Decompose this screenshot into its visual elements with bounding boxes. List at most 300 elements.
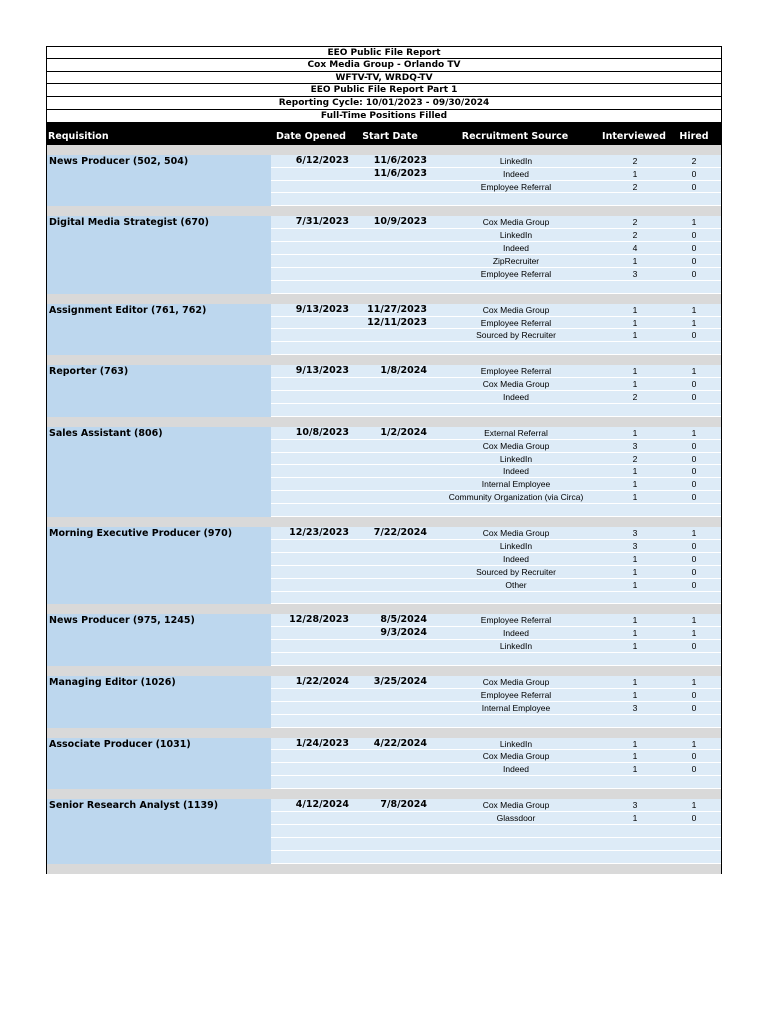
start-date-cell [353, 391, 429, 403]
hired-cell: 0 [691, 641, 697, 652]
interviewed-cell [603, 776, 667, 788]
date-opened-cell [271, 653, 353, 665]
interviewed-cell: 3 [632, 528, 638, 539]
start-date-cell [353, 750, 429, 762]
table-row [271, 404, 721, 417]
hired-cell [667, 776, 721, 788]
start-date-cell [353, 491, 429, 503]
recruitment-source-cell: LinkedIn [499, 155, 533, 166]
table-caption: Full-Time Positions Filled [46, 110, 722, 123]
recruitment-source-cell [429, 193, 603, 205]
hired-cell: 1 [691, 427, 697, 438]
table-row [271, 193, 721, 206]
interviewed-cell [603, 504, 667, 516]
interviewed-cell: 2 [632, 181, 638, 192]
table-row [271, 242, 721, 255]
interviewed-cell: 1 [632, 751, 638, 762]
table-row [271, 491, 721, 504]
date-opened-cell [271, 281, 353, 293]
column-header-row [46, 123, 722, 145]
start-date-cell: 7/22/2024 [373, 527, 427, 539]
interviewed-cell: 2 [632, 217, 638, 228]
requisition-block [47, 216, 721, 293]
date-opened-cell [271, 465, 353, 477]
table-row [271, 281, 721, 294]
interviewed-cell [603, 404, 667, 416]
hired-cell: 1 [691, 317, 697, 328]
reporting-cycle: Reporting Cycle: 10/01/2023 - 09/30/2024 [46, 97, 722, 110]
requisition-title: Managing Editor (1026) [47, 676, 271, 728]
section-spacer [47, 206, 721, 216]
recruitment-source-cell [429, 825, 603, 837]
start-date-cell [353, 281, 429, 293]
recruitment-source-cell: Glassdoor [496, 812, 536, 823]
recruitment-source-cell: Sourced by Recruiter [476, 330, 556, 341]
col-date-opened: Date Opened [276, 130, 346, 142]
col-start-date: Start Date [362, 130, 418, 142]
date-opened-cell [271, 440, 353, 452]
start-date-cell [353, 825, 429, 837]
start-date-cell [353, 329, 429, 341]
start-date-cell [353, 453, 429, 465]
table-row [271, 627, 721, 640]
hired-cell: 1 [691, 304, 697, 315]
section-spacer [47, 417, 721, 427]
recruitment-source-cell [429, 404, 603, 416]
interviewed-cell: 1 [632, 427, 638, 438]
hired-cell: 1 [691, 217, 697, 228]
interviewed-cell: 1 [632, 579, 638, 590]
table-row [271, 317, 721, 330]
requisition-block [47, 738, 721, 790]
recruitment-source-cell: Cox Media Group [482, 217, 550, 228]
start-date-cell [353, 689, 429, 701]
hired-cell: 0 [691, 689, 697, 700]
recruitment-source-cell: Cox Media Group [482, 528, 550, 539]
date-opened-cell [271, 776, 353, 788]
date-opened-cell [271, 763, 353, 775]
date-opened-cell: 7/31/2023 [295, 216, 349, 228]
start-date-cell [353, 255, 429, 267]
table-row [271, 365, 721, 378]
table-row [271, 763, 721, 776]
source-rows [271, 614, 721, 666]
table-row [271, 268, 721, 281]
recruitment-source-cell: Employee Referral [480, 366, 552, 377]
date-opened-cell: 10/8/2023 [295, 426, 349, 438]
interviewed-cell: 1 [632, 479, 638, 490]
section-spacer [47, 355, 721, 365]
start-date-cell [353, 702, 429, 714]
hired-cell: 0 [691, 440, 697, 451]
hired-cell: 0 [691, 330, 697, 341]
interviewed-cell: 2 [632, 155, 638, 166]
hired-cell: 1 [691, 615, 697, 626]
start-date-cell [353, 540, 429, 552]
date-opened-cell: 12/28/2023 [289, 614, 349, 626]
col-interviewed: Interviewed [602, 130, 666, 142]
date-opened-cell: 12/23/2023 [289, 527, 349, 539]
start-date-cell: 11/6/2023 [373, 167, 427, 179]
date-opened-cell: 9/13/2023 [295, 365, 349, 377]
start-date-cell [353, 181, 429, 193]
requisition-block [47, 304, 721, 356]
start-date-cell [353, 465, 429, 477]
date-opened-cell [271, 540, 353, 552]
requisition-block [47, 799, 721, 863]
hired-cell: 1 [691, 676, 697, 687]
start-date-cell [353, 579, 429, 591]
table-row [271, 181, 721, 194]
interviewed-cell: 1 [632, 812, 638, 823]
hired-cell [667, 851, 721, 863]
table-row [271, 566, 721, 579]
source-rows [271, 155, 721, 207]
date-opened-cell: 4/12/2024 [295, 799, 349, 811]
interviewed-cell [603, 838, 667, 850]
start-date-cell: 7/8/2024 [380, 799, 427, 811]
table-row [271, 155, 721, 168]
hired-cell: 0 [691, 268, 697, 279]
recruitment-source-cell: Cox Media Group [482, 379, 550, 390]
recruitment-source-cell: Cox Media Group [482, 440, 550, 451]
hired-cell: 0 [691, 379, 697, 390]
table-row [271, 527, 721, 540]
date-opened-cell [271, 268, 353, 280]
table-row [271, 640, 721, 653]
start-date-cell [353, 478, 429, 490]
eeo-report [46, 46, 722, 874]
date-opened-cell: 1/24/2023 [295, 737, 349, 749]
table-row [271, 738, 721, 751]
hired-cell: 1 [691, 738, 697, 749]
start-date-cell [353, 653, 429, 665]
recruitment-source-cell: Cox Media Group [482, 800, 550, 811]
interviewed-cell: 1 [632, 615, 638, 626]
date-opened-cell [271, 342, 353, 354]
hired-cell: 0 [691, 566, 697, 577]
recruitment-source-cell: LinkedIn [499, 738, 533, 749]
recruitment-source-cell: Employee Referral [480, 689, 552, 700]
hired-cell: 1 [691, 528, 697, 539]
start-date-cell [353, 229, 429, 241]
interviewed-cell: 3 [632, 268, 638, 279]
interviewed-cell: 1 [632, 317, 638, 328]
start-date-cell: 9/3/2024 [380, 627, 427, 639]
date-opened-cell [271, 478, 353, 490]
table-row [271, 676, 721, 689]
interviewed-cell: 2 [632, 392, 638, 403]
requisition-table [46, 145, 722, 874]
date-opened-cell [271, 689, 353, 701]
start-date-cell [353, 566, 429, 578]
hired-cell: 0 [691, 764, 697, 775]
interviewed-cell: 4 [632, 243, 638, 254]
start-date-cell: 8/5/2024 [380, 614, 427, 626]
interviewed-cell: 1 [632, 330, 638, 341]
start-date-cell: 10/9/2023 [373, 216, 427, 228]
hired-cell [667, 715, 721, 727]
section-spacer [47, 145, 721, 155]
start-date-cell [353, 193, 429, 205]
table-row [271, 799, 721, 812]
recruitment-source-cell [429, 851, 603, 863]
date-opened-cell [271, 229, 353, 241]
table-row [271, 329, 721, 342]
source-rows [271, 365, 721, 417]
recruitment-source-cell: LinkedIn [499, 641, 533, 652]
recruitment-source-cell: Employee Referral [480, 615, 552, 626]
date-opened-cell: 1/22/2024 [295, 675, 349, 687]
interviewed-cell: 1 [632, 738, 638, 749]
hired-cell: 0 [691, 392, 697, 403]
col-requisition: Requisition [48, 130, 109, 142]
recruitment-source-cell [429, 715, 603, 727]
recruitment-source-cell: Indeed [503, 553, 529, 564]
start-date-cell: 11/6/2023 [373, 154, 427, 166]
requisition-title: Assignment Editor (761, 762) [47, 304, 271, 356]
recruitment-source-cell [429, 776, 603, 788]
interviewed-cell [603, 825, 667, 837]
hired-cell: 0 [691, 702, 697, 713]
interviewed-cell: 1 [632, 641, 638, 652]
date-opened-cell [271, 193, 353, 205]
interviewed-cell [603, 715, 667, 727]
date-opened-cell [271, 579, 353, 591]
date-opened-cell: 9/13/2023 [295, 303, 349, 315]
table-row [271, 465, 721, 478]
recruitment-source-cell: Community Organization (via Circa) [448, 492, 584, 503]
start-date-cell [353, 268, 429, 280]
table-row [271, 653, 721, 666]
start-date-cell [353, 504, 429, 516]
start-date-cell: 1/2/2024 [380, 426, 427, 438]
interviewed-cell [603, 281, 667, 293]
requisition-title: News Producer (975, 1245) [47, 614, 271, 666]
hired-cell: 0 [691, 181, 697, 192]
hired-cell [667, 404, 721, 416]
date-opened-cell [271, 812, 353, 824]
table-row [271, 592, 721, 605]
requisition-title: News Producer (502, 504) [47, 155, 271, 207]
table-row [271, 342, 721, 355]
interviewed-cell: 3 [632, 702, 638, 713]
interviewed-cell: 2 [632, 453, 638, 464]
start-date-cell [353, 440, 429, 452]
section-spacer [47, 604, 721, 614]
table-row [271, 715, 721, 728]
requisition-title: Morning Executive Producer (970) [47, 527, 271, 604]
recruitment-source-cell [429, 281, 603, 293]
date-opened-cell [271, 851, 353, 863]
interviewed-cell: 1 [632, 566, 638, 577]
recruitment-source-cell: Sourced by Recruiter [476, 566, 556, 577]
hired-cell: 0 [691, 230, 697, 241]
interviewed-cell: 3 [632, 540, 638, 551]
recruitment-source-cell: LinkedIn [499, 230, 533, 241]
start-date-cell [353, 553, 429, 565]
table-row [271, 750, 721, 763]
hired-cell: 1 [691, 628, 697, 639]
interviewed-cell: 1 [632, 168, 638, 179]
date-opened-cell [271, 391, 353, 403]
section-spacer [47, 728, 721, 738]
report-part: EEO Public File Report Part 1 [46, 84, 722, 97]
recruitment-source-cell: ZipRecruiter [492, 256, 540, 267]
start-date-cell [353, 242, 429, 254]
company-name: Cox Media Group - Orlando TV [46, 59, 722, 72]
start-date-cell [353, 715, 429, 727]
start-date-cell [353, 838, 429, 850]
table-row [271, 540, 721, 553]
interviewed-cell: 3 [632, 800, 638, 811]
date-opened-cell [271, 491, 353, 503]
hired-cell: 0 [691, 243, 697, 254]
recruitment-source-cell: Indeed [503, 243, 529, 254]
hired-cell: 2 [691, 155, 697, 166]
report-title: EEO Public File Report [46, 46, 722, 59]
table-row [271, 579, 721, 592]
hired-cell: 0 [691, 492, 697, 503]
date-opened-cell [271, 453, 353, 465]
date-opened-cell [271, 504, 353, 516]
table-row [271, 440, 721, 453]
start-date-cell [353, 851, 429, 863]
recruitment-source-cell [429, 653, 603, 665]
recruitment-source-cell [429, 838, 603, 850]
requisition-block [47, 365, 721, 417]
table-row [271, 776, 721, 789]
date-opened-cell [271, 566, 353, 578]
table-row [271, 255, 721, 268]
hired-cell: 1 [691, 366, 697, 377]
start-date-cell: 1/8/2024 [380, 365, 427, 377]
date-opened-cell [271, 702, 353, 714]
hired-cell: 0 [691, 553, 697, 564]
recruitment-source-cell: Indeed [503, 392, 529, 403]
table-row [271, 504, 721, 517]
date-opened-cell [271, 838, 353, 850]
recruitment-source-cell: External Referral [484, 427, 548, 438]
table-row [271, 478, 721, 491]
date-opened-cell [271, 317, 353, 329]
table-row [271, 553, 721, 566]
date-opened-cell [271, 181, 353, 193]
interviewed-cell: 3 [632, 440, 638, 451]
source-rows [271, 738, 721, 790]
source-rows [271, 676, 721, 728]
recruitment-source-cell: Indeed [503, 168, 529, 179]
interviewed-cell [603, 653, 667, 665]
start-date-cell [353, 812, 429, 824]
date-opened-cell [271, 825, 353, 837]
recruitment-source-cell: Indeed [503, 466, 529, 477]
interviewed-cell [603, 193, 667, 205]
hired-cell [667, 193, 721, 205]
requisition-block [47, 155, 721, 207]
table-row [271, 689, 721, 702]
hired-cell: 0 [691, 579, 697, 590]
table-row [271, 391, 721, 404]
hired-cell [667, 838, 721, 850]
date-opened-cell [271, 627, 353, 639]
hired-cell: 0 [691, 256, 697, 267]
section-spacer [47, 864, 721, 874]
station-names: WFTV-TV, WRDQ-TV [46, 72, 722, 85]
requisition-title: Reporter (763) [47, 365, 271, 417]
interviewed-cell [603, 592, 667, 604]
hired-cell: 0 [691, 812, 697, 823]
section-spacer [47, 666, 721, 676]
hired-cell [667, 281, 721, 293]
interviewed-cell: 1 [632, 553, 638, 564]
start-date-cell: 11/27/2023 [367, 303, 427, 315]
requisition-title: Senior Research Analyst (1139) [47, 799, 271, 863]
source-rows [271, 799, 721, 863]
requisition-block [47, 427, 721, 517]
recruitment-source-cell: Indeed [503, 628, 529, 639]
table-row [271, 614, 721, 627]
recruitment-source-cell: Internal Employee [481, 702, 551, 713]
hired-cell: 1 [691, 800, 697, 811]
table-row [271, 838, 721, 851]
start-date-cell [353, 342, 429, 354]
col-recruitment-source: Recruitment Source [461, 130, 569, 142]
table-row [271, 229, 721, 242]
interviewed-cell [603, 851, 667, 863]
hired-cell [667, 653, 721, 665]
date-opened-cell [271, 329, 353, 341]
recruitment-source-cell: Other [505, 579, 527, 590]
table-row [271, 427, 721, 440]
requisition-block [47, 527, 721, 604]
section-spacer [47, 789, 721, 799]
table-row [271, 825, 721, 838]
hired-cell: 0 [691, 479, 697, 490]
source-rows [271, 527, 721, 604]
interviewed-cell: 1 [632, 689, 638, 700]
date-opened-cell [271, 168, 353, 180]
recruitment-source-cell [429, 592, 603, 604]
hired-cell: 0 [691, 168, 697, 179]
hired-cell [667, 504, 721, 516]
source-rows [271, 216, 721, 293]
interviewed-cell: 1 [632, 676, 638, 687]
recruitment-source-cell: Indeed [503, 764, 529, 775]
interviewed-cell: 1 [632, 492, 638, 503]
date-opened-cell [271, 255, 353, 267]
start-date-cell: 3/25/2024 [373, 675, 427, 687]
table-row [271, 702, 721, 715]
section-spacer [47, 294, 721, 304]
start-date-cell: 12/11/2023 [367, 316, 427, 328]
hired-cell [667, 825, 721, 837]
interviewed-cell: 1 [632, 379, 638, 390]
table-row [271, 851, 721, 864]
interviewed-cell: 2 [632, 230, 638, 241]
recruitment-source-cell [429, 504, 603, 516]
table-row [271, 812, 721, 825]
start-date-cell: 4/22/2024 [373, 737, 427, 749]
date-opened-cell [271, 553, 353, 565]
start-date-cell [353, 763, 429, 775]
interviewed-cell [603, 342, 667, 354]
requisition-title: Associate Producer (1031) [47, 738, 271, 790]
recruitment-source-cell: Cox Media Group [482, 304, 550, 315]
requisition-title: Digital Media Strategist (670) [47, 216, 271, 293]
start-date-cell [353, 404, 429, 416]
date-opened-cell [271, 378, 353, 390]
